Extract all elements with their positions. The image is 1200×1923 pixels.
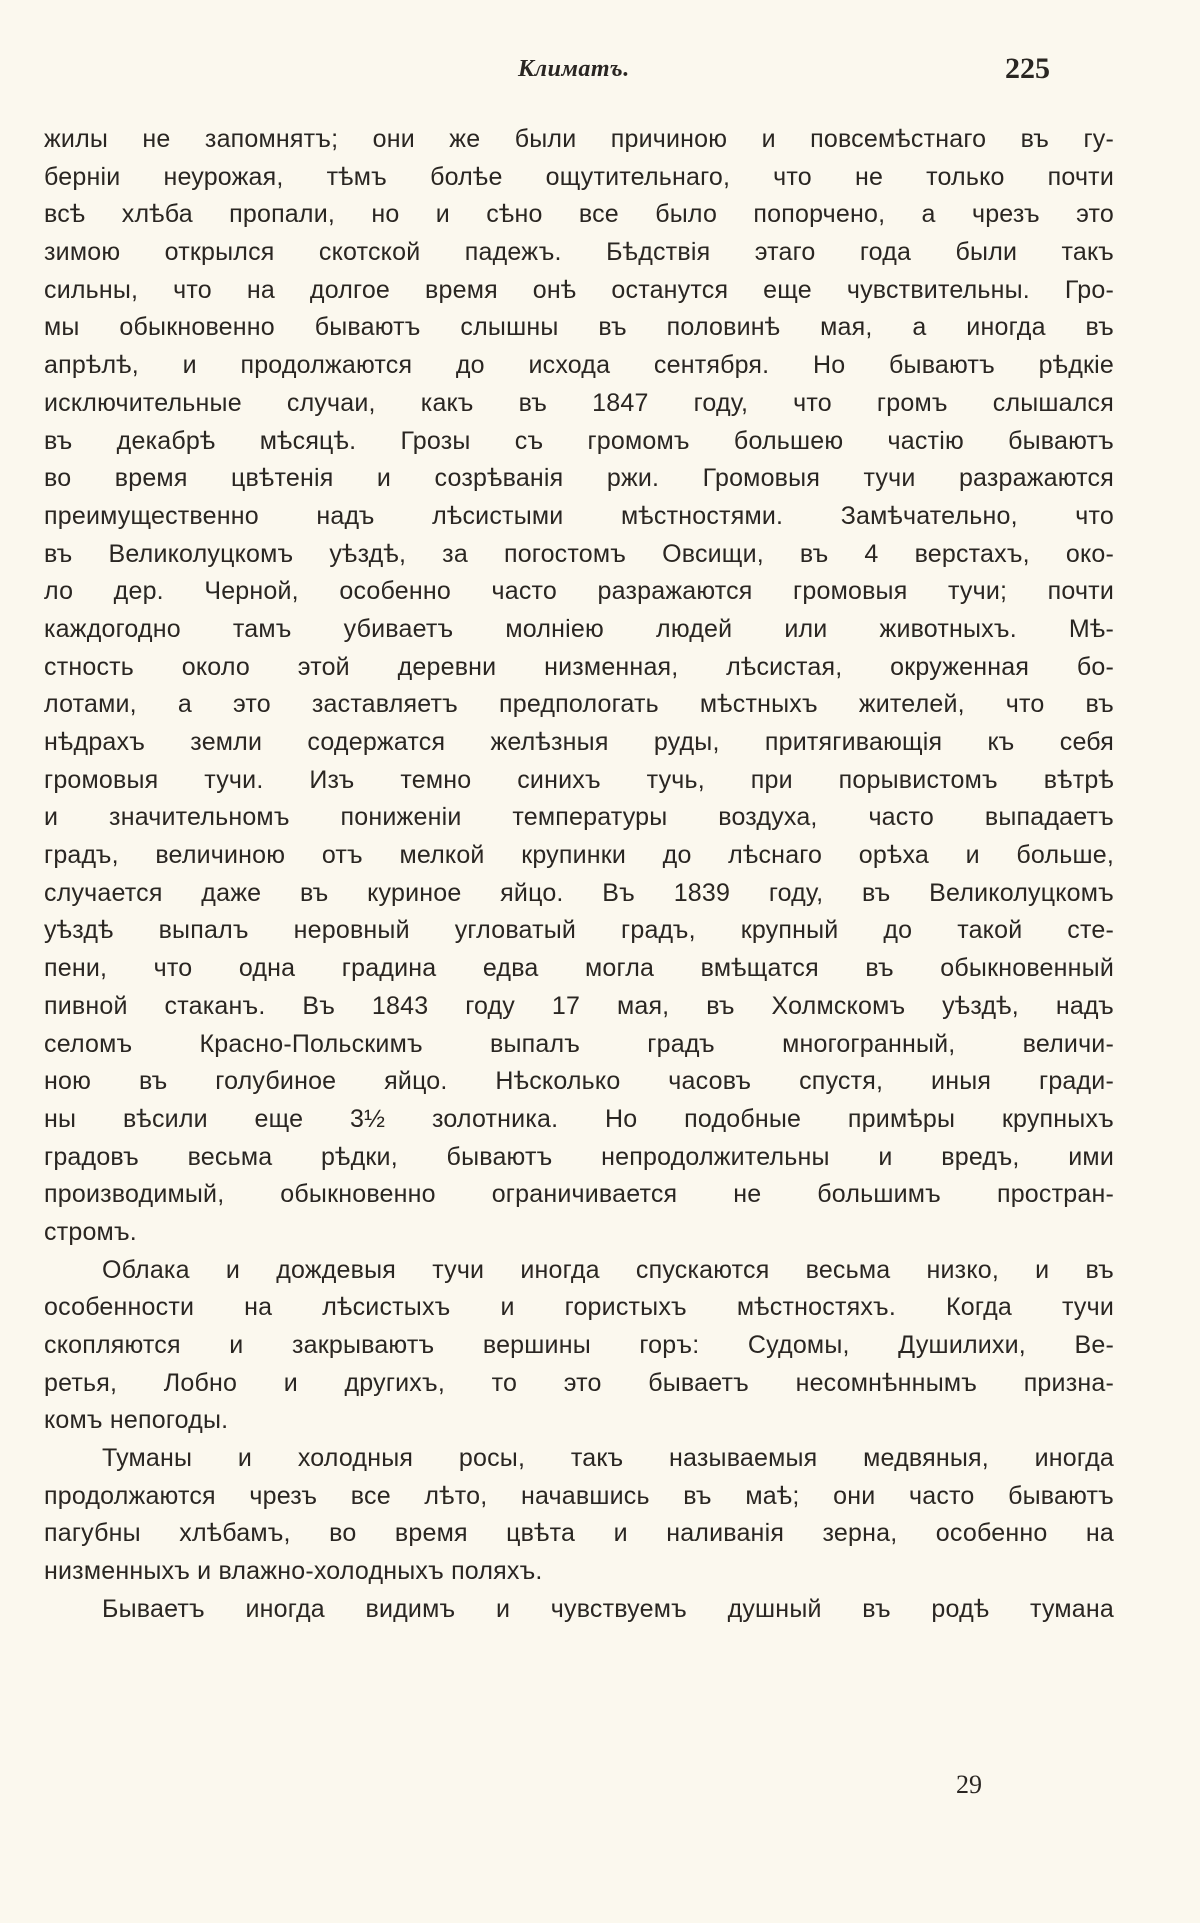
text-line: низменныхъ и влажно-холодныхъ поляхъ. [44,1557,543,1586]
text-line: во время цвѣтенія и созрѣванія ржи. Громовыя тучи разражаются [44,464,1114,493]
text-line: ретья, Лобно и другихъ, то это бываетъ несомнѣннымъ призна- [44,1368,1114,1397]
text-line: каждогодно тамъ убиваетъ молніею людей или животныхъ. Мѣ- [44,614,1114,643]
text-line: стромъ. [44,1217,137,1246]
text-line: и значительномъ пониженіи температуры воздуха, часто выпадаетъ [44,803,1114,832]
text-line: Туманы и холодныя росы, такъ называемыя медвяныя, иногда [102,1444,1114,1473]
page-header [0,52,1200,92]
text-line: градъ, величиною отъ мелкой крупинки до лѣснаго орѣха и больше, [44,841,1114,870]
text-line: Облака и дождевыя тучи иногда спускаются весьма низко, и въ [102,1255,1114,1284]
text-line: случается даже въ куриное яйцо. Въ 1839 году, въ Великолуцкомъ [44,878,1114,907]
text-line: селомъ Красно-Польскимъ выпалъ градъ многогранный, величи- [44,1029,1114,1058]
text-line: лотами, а это заставляетъ предпологать мѣстныхъ жителей, что въ [44,690,1114,719]
text-line: сильны, что на долгое время онѣ останутся еще чувствительны. Гро- [44,275,1114,304]
text-line: преимущественно надъ лѣсистыми мѣстностями. Замѣчательно, что [44,501,1114,530]
text-line: всѣ хлѣба пропали, но и сѣно все было попорчено, а чрезъ это [44,200,1114,229]
text-line: стность около этой деревни низменная, лѣсистая, окруженная бо- [44,652,1114,681]
text-line: комъ непогоды. [44,1406,229,1435]
text-line: жилы не запомнятъ; они же были причиною и повсемѣстнаго въ гу- [44,125,1114,153]
text-line: ны вѣсили еще 3½ золотника. Но подобные примѣры крупныхъ [44,1104,1114,1133]
text-line: ло дер. Черной, особенно часто разражаются громовыя тучи; почти [44,577,1114,606]
text-line: въ декабрѣ мѣсяцѣ. Грозы съ громомъ большею частію бываютъ [44,426,1114,455]
text-line: Бываетъ иногда видимъ и чувствуемъ душный въ родѣ тумана [102,1594,1114,1623]
text-line: особенности на лѣсистыхъ и гористыхъ мѣстностяхъ. Когда тучи [44,1293,1114,1322]
text-line: зимою открылся скотской падежъ. Бѣдствія этаго года были такъ [44,238,1114,267]
text-line: мы обыкновенно бываютъ слышны въ половинѣ мая, а иногда въ [44,313,1114,342]
page-number: 225 [1005,52,1050,85]
text-line: исключительные случаи, какъ въ 1847 году, что громъ слышался [44,388,1114,417]
text-line: громовыя тучи. Изъ темно синихъ тучь, при порывистомъ вѣтрѣ [44,765,1114,794]
text-line: берніи неурожая, тѣмъ болѣе ощутительнаго, что не только почти [44,162,1114,191]
body-text [44,121,1114,1629]
text-line: въ Великолуцкомъ уѣздѣ, за погостомъ Овсищи, въ 4 верстахъ, око- [44,539,1114,568]
text-line: нѣдрахъ земли содержатся желѣзныя руды, притягивающія къ себя [44,728,1114,756]
text-line: продолжаются чрезъ все лѣто, начавшись въ маѣ; они часто бываютъ [44,1481,1114,1510]
text-line: пени, что одна градина едва могла вмѣщатся въ обыкновенный [44,954,1114,983]
text-line: уѣздѣ выпалъ неровный угловатый градъ, крупный до такой сте- [44,916,1114,945]
text-line: пивной стаканъ. Въ 1843 году 17 мая, въ Холмскомъ уѣздѣ, надъ [44,991,1114,1020]
text-line: скопляются и закрываютъ вершины горъ: Судомы, Душилихи, Ве- [44,1331,1114,1359]
text-line: апрѣлѣ, и продолжаются до исхода сентября. Но бываютъ рѣдкіе [44,351,1114,380]
text-line: градовъ весьма рѣдки, бываютъ непродолжительны и вредъ, ими [44,1142,1114,1171]
text-line: пагубны хлѣбамъ, во время цвѣта и наливанія зерна, особенно на [44,1519,1114,1548]
running-title: Климатъ. [518,56,630,82]
signature-mark: 29 [956,1770,982,1799]
text-line: ною въ голубиное яйцо. Нѣсколько часовъ спустя, иныя гради- [44,1067,1114,1096]
text-line: производимый, обыкновенно ограничивается не большимъ простран- [44,1180,1114,1209]
